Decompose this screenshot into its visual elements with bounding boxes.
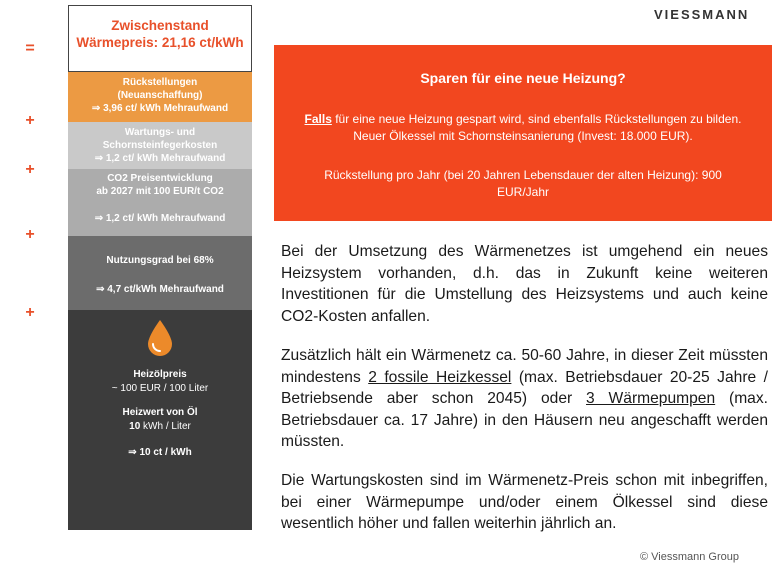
plus-sign: + [25, 226, 35, 243]
co2-value: ⇒ 1,2 ct/ kWh Mehraufwand [94, 213, 226, 224]
rueckstellungen-box [68, 72, 252, 122]
rueck-label: Rückstellungen [122, 77, 198, 88]
callout-paragraph-2: Rückstellung pro Jahr (bei 20 Jahren Lebensdauer der alten Heizung): 900 EUR/Jahr [324, 168, 722, 199]
body-paragraph-3: Die Wartungskosten sind im Wärmenetz-Preis schon mit inbegriffen, bei einer Wärmepumpe und/oder einem Ölkessel sind diese wesentlich höher und fallen weiterhin jährlich an. [281, 472, 768, 532]
wart-label: Wartungs- und [124, 127, 196, 138]
callout-p1-rest: für eine neue Heizung gespart wird, sind ebenfalls Rückstellungen zu bilden. Neuer Ölkessel mit Schornsteinsanierung (Invest: 18.000 EUR). [331, 112, 742, 143]
callout-heading: Sparen für eine neue Heizung? [420, 70, 626, 86]
wartung-box [68, 122, 252, 169]
nutz-value: ⇒ 4,7 ct/kWh Mehraufwand [96, 284, 224, 295]
falls-word: Falls [304, 112, 332, 126]
co2-box [68, 169, 252, 236]
p2-part-b: (max. Betriebsdauer 20-25 Jahre / Betriebsende aber schon 2045) oder [281, 368, 768, 407]
wart-value: ⇒ 1,2 ct/ kWh Mehraufwand [94, 153, 226, 164]
nutz-label: Nutzungsgrad bei 68% [106, 255, 214, 266]
heizwert-label: Heizwert von Öl [122, 407, 198, 418]
callout-paragraph-1 [302, 111, 744, 145]
plus-sign: + [25, 161, 35, 178]
heiz-result: ⇒ 10 ct / kWh [128, 447, 192, 458]
nutzungsgrad-box [68, 236, 252, 310]
heizwert-unit: kWh / Liter [140, 421, 191, 432]
heizoelpreis-value: ~ 100 EUR / 100 Liter [111, 383, 209, 394]
copyright: © Viessmann Group [640, 551, 740, 563]
body-paragraph-2 [281, 345, 768, 453]
body-paragraph-1: Bei der Umsetzung des Wärmenetzes ist umgehend ein neues Heizsystem vorhanden, d.h. das in Zukunft keine weiteren Investitionen für die Umstellung des Heizsystems und auch keine CO2-Kosten anfallen. [281, 243, 768, 325]
p2-underlined-2: 3 Wärmepumpen [586, 390, 716, 407]
rueck-sublabel: (Neuanschaffung) [117, 90, 203, 101]
oil-drop-icon [145, 318, 175, 358]
zwischenstand-value: Wärmepreis: 21,16 ct/kWh [76, 35, 244, 50]
plus-sign: + [25, 112, 35, 129]
p2-part-a: Zusätzlich hält ein Wärmenetz ca. 50-60 Jahre, in dieser Zeit müssten mindestens [281, 347, 768, 386]
heizoel-box [68, 310, 252, 530]
co2-label: CO2 Preisentwicklung [107, 173, 213, 184]
wart-sublabel: Schornsteinfegerkosten [102, 140, 218, 151]
viessmann-logo: VIESSMANN [654, 7, 750, 22]
zwischenstand-box [68, 5, 252, 72]
p2-part-c: (max. Betriebsdauer ca. 17 Jahre) in den Häusern neu angeschafft werden müssten. [281, 390, 768, 450]
heizwert-number: 10 [129, 421, 141, 432]
zwischenstand-title: Zwischenstand [111, 18, 209, 33]
co2-sublabel: ab 2027 mit 100 EUR/t CO2 [96, 186, 224, 197]
heizwert-value [68, 420, 252, 434]
p2-underlined-1: 2 fossile Heizkessel [368, 368, 512, 386]
plus-sign: + [25, 304, 35, 321]
heizoelpreis-label: Heizölpreis [133, 369, 187, 380]
rueck-value: ⇒ 3,96 ct/ kWh Mehraufwand [91, 103, 229, 114]
sparen-callout [274, 45, 772, 221]
equals-sign: = [25, 40, 35, 57]
